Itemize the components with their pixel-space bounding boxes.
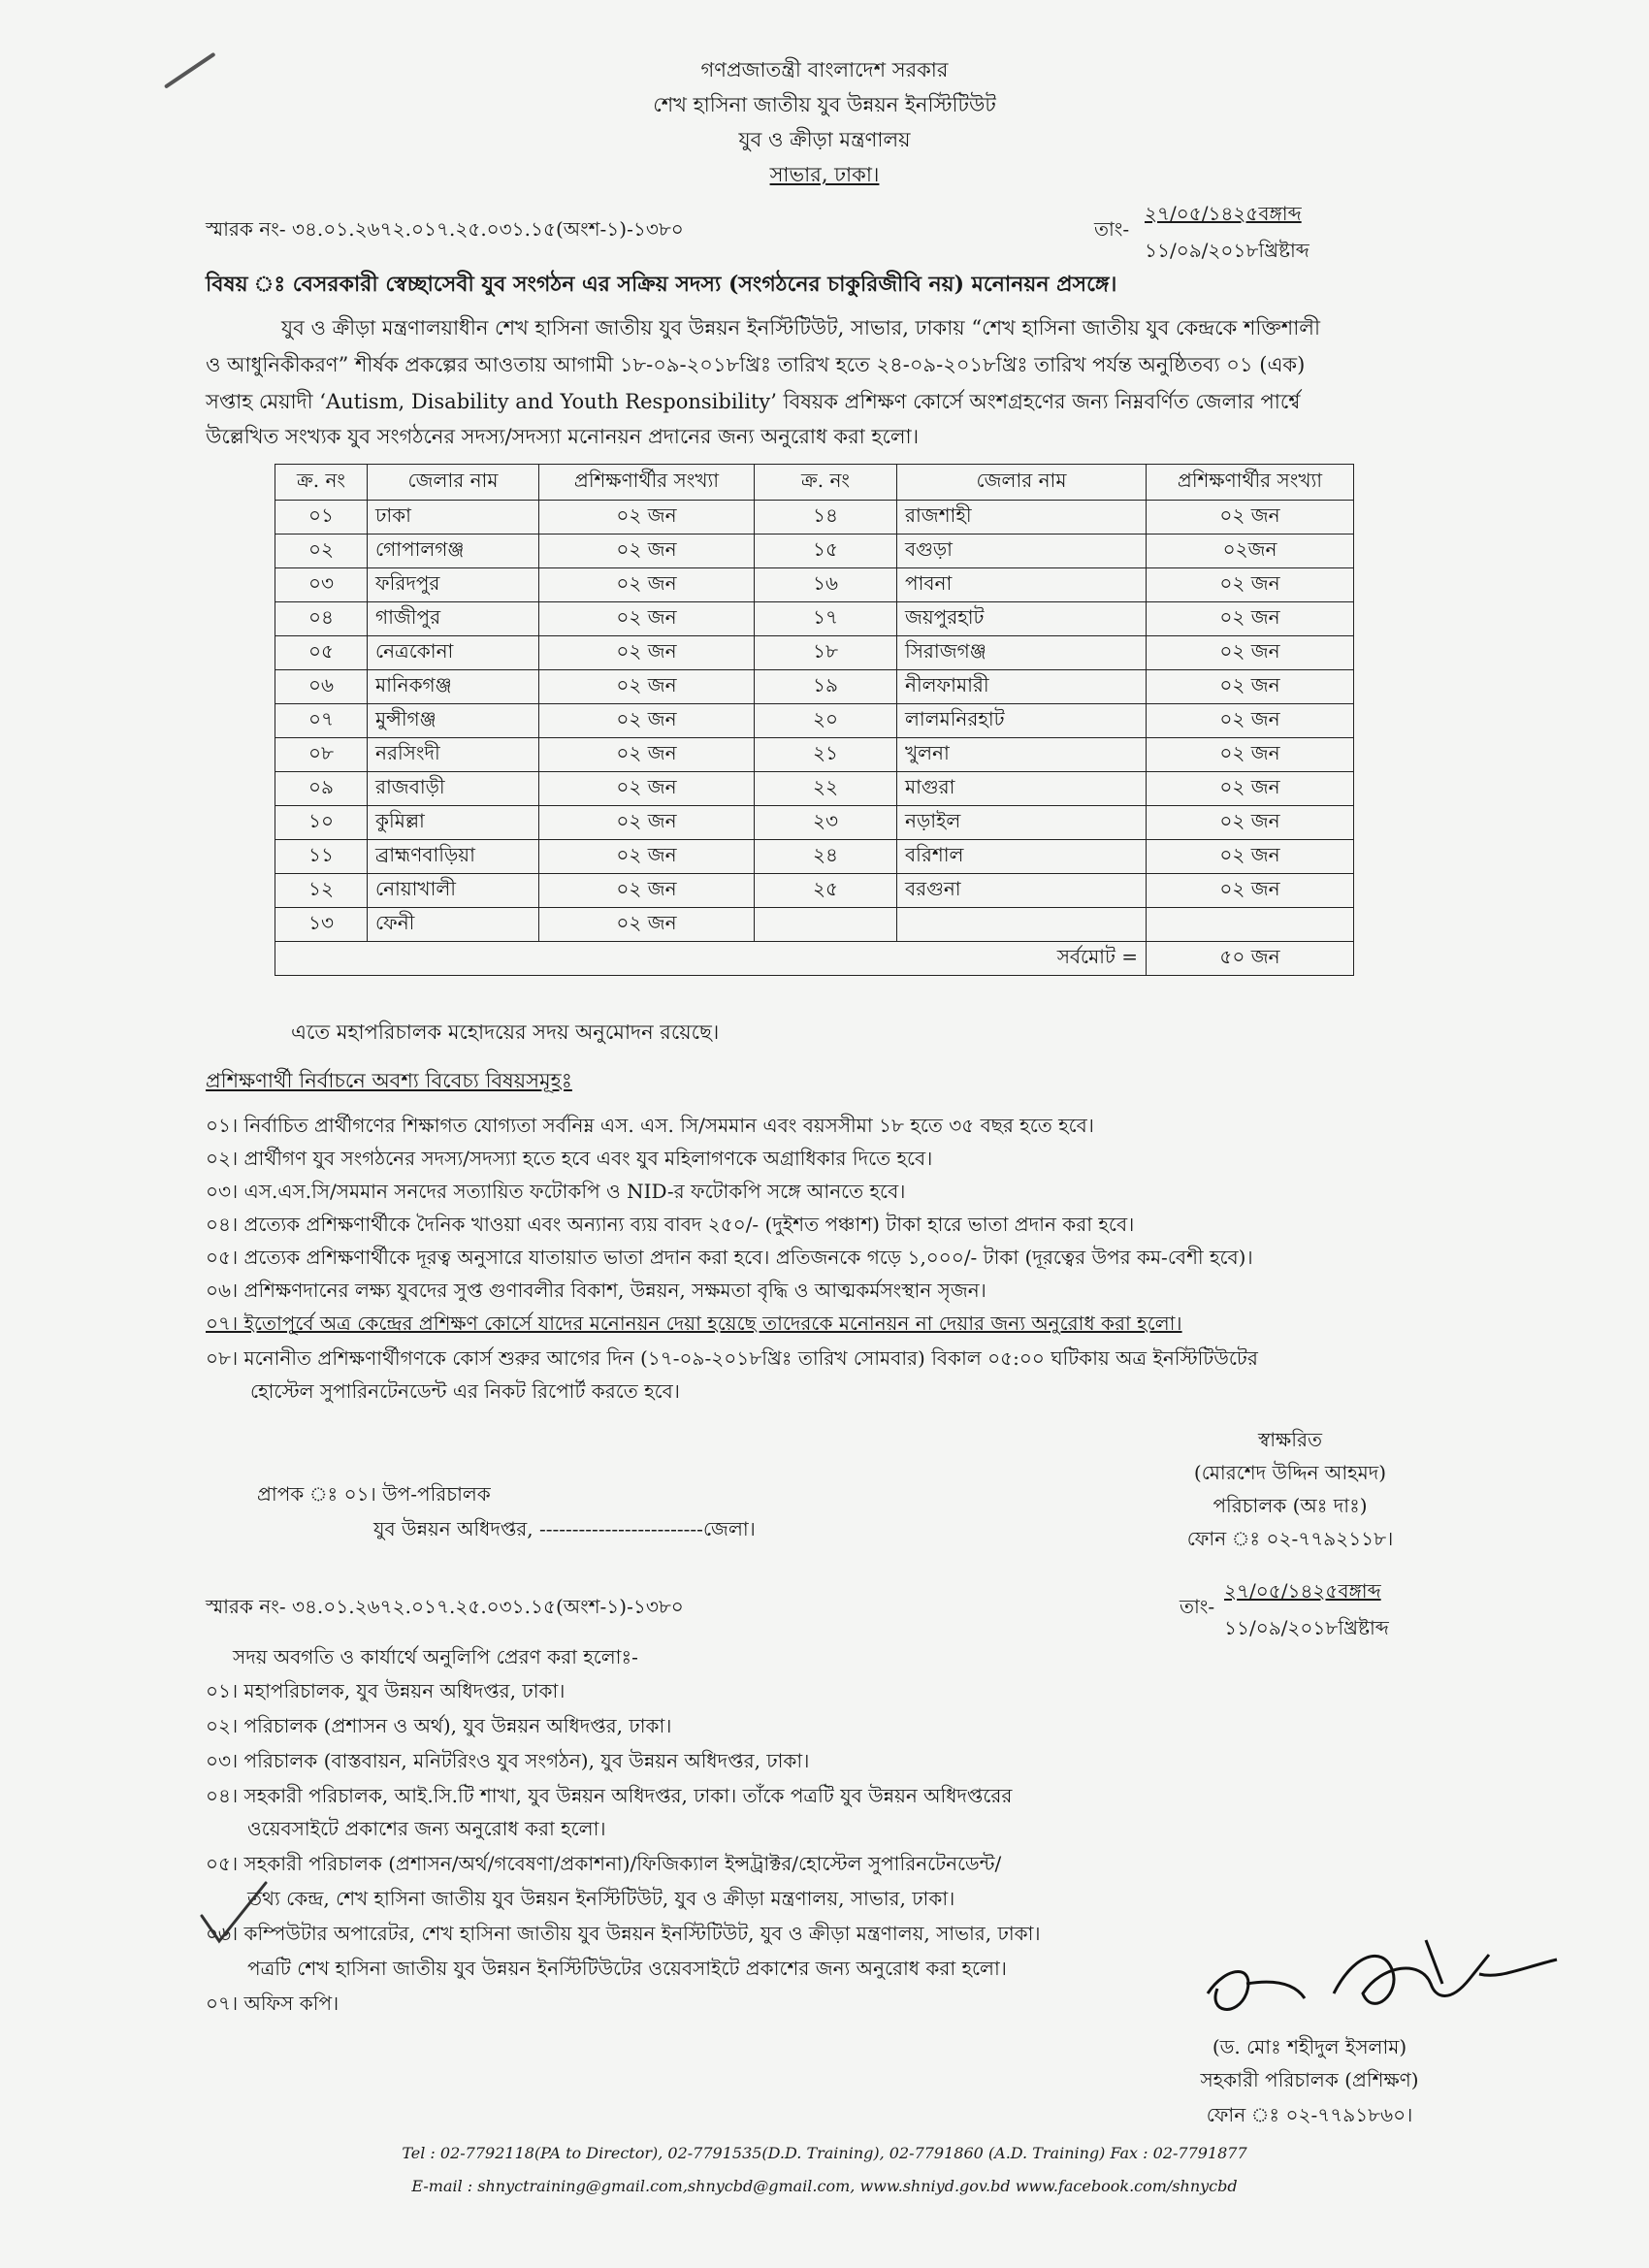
table-row <box>275 908 1354 942</box>
table-row <box>275 806 1354 840</box>
col-district: জেলার নাম <box>368 465 539 501</box>
memo-date-gregorian: ১১/০৯/২০১৮খ্রিষ্টাব্দ <box>1145 239 1310 262</box>
header-institute: শেখ হাসিনা জাতীয় যুব উন্নয়ন ইনস্টিটিউট <box>653 93 996 116</box>
cell-trainees: ০২ জন <box>539 602 755 636</box>
cell-serial: ১৭ <box>755 602 897 636</box>
cell-district: রাজশাহী <box>897 501 1147 535</box>
cell-trainees: ০২ জন <box>1147 602 1354 636</box>
table-row <box>275 501 1354 535</box>
cell-trainees: ০২ জন <box>1147 501 1354 535</box>
cell-trainees: ০২ জন <box>539 738 755 772</box>
table-header-row <box>275 465 1354 501</box>
cell-district: খুলনা <box>897 738 1147 772</box>
cell-trainees: ০২ জন <box>539 636 755 670</box>
cell-trainees: ০২ জন <box>1147 772 1354 806</box>
total-label: সর্বমোট = <box>275 942 1147 976</box>
cell-district: পাবনা <box>897 568 1147 602</box>
cell-serial: ০৮ <box>275 738 368 772</box>
memo-date-bangla-2: ২৭/০৫/১৪২৫বঙ্গাব্দ <box>1224 1579 1381 1603</box>
cell-district: নোয়াখালী <box>368 874 539 908</box>
cell-district: ফেনী <box>368 908 539 942</box>
cell-serial: ০৯ <box>275 772 368 806</box>
cell-trainees: ০২ জন <box>539 840 755 874</box>
cell-serial: ১২ <box>275 874 368 908</box>
cell-serial: ২৪ <box>755 840 897 874</box>
signatory2-designation: সহকারী পরিচালক (প্রশিক্ষণ) <box>1200 2068 1419 2091</box>
condition-item: ০২। প্রার্থীগণ যুব সংগঠনের সদস্য/সদস্যা হতে হবে এবং যুব মহিলাগণকে অগ্রাধিকার দিতে হবে। <box>206 1147 933 1170</box>
body-line-3: সপ্তাহ মেয়াদী ‘Autism, Disability and Youth Responsibility’ বিষয়ক প্রশিক্ষণ কোর্সে অংশগ্রহণের জন্য নিম্নবর্ণিত জেলার পার্শ্বে <box>206 390 1301 413</box>
condition-item: ০৭। ইতোপূর্বে অত্র কেন্দ্রের প্রশিক্ষণ কোর্সে যাদের মনোনয়ন দেয়া হয়েছে তাদেরকে মনোনয়ন না দেয়ার জন্য অনুরোধ করা হলো। <box>206 1312 1182 1335</box>
cell-serial: ১৫ <box>755 535 897 568</box>
copy-item: ০২। পরিচালক (প্রশাসন ও অর্থ), যুব উন্নয়ন অধিদপ্তর, ঢাকা। <box>206 1714 672 1737</box>
memo-date-prefix: তাং- <box>1094 217 1130 241</box>
cell-trainees: ০২ জন <box>1147 568 1354 602</box>
table-row <box>275 535 1354 568</box>
table-row <box>275 772 1354 806</box>
col-trainees: প্রশিক্ষণার্থীর সংখ্যা <box>539 465 755 501</box>
cell-trainees: ০২ জন <box>1147 704 1354 738</box>
cell-district: রাজবাড়ী <box>368 772 539 806</box>
signatory1-phone: ফোন ঃ ০২-৭৭৯২১১৮। <box>1186 1527 1394 1550</box>
cell-serial: ০৪ <box>275 602 368 636</box>
cell-serial: ০৬ <box>275 670 368 704</box>
cell-trainees: ০২ জন <box>539 670 755 704</box>
footer-tel: Tel : 02-7792118(PA to Director), 02-7791535(D.D. Training), 02-7791860 (A.D. Training) Fax : 02-7791877 <box>402 2144 1247 2162</box>
cell-trainees: ০২ জন <box>1147 874 1354 908</box>
condition-item: ০৩। এস.এস.সি/সমমান সনদের সত্যায়িত ফটোকপি ও NID-র ফটোকপি সঙ্গে আনতে হবে। <box>206 1180 906 1203</box>
cell-trainees: ০২ জন <box>1147 670 1354 704</box>
cell-district: বগুড়া <box>897 535 1147 568</box>
cell-serial: ১৬ <box>755 568 897 602</box>
signature-image <box>1188 1926 1576 2032</box>
table-row <box>275 704 1354 738</box>
condition-item: ০১। নির্বাচিত প্রার্থীগণের শিক্ষাগত যোগ্যতা সর্বনিম্ন এস. এস. সি/সমমান এবং বয়সসীমা ১৮ হতে ৩৫ বছর হতে হবে। <box>206 1114 1094 1137</box>
cell-serial: ২০ <box>755 704 897 738</box>
checkmark-icon <box>194 1877 272 1955</box>
memo-date-gregorian-2: ১১/০৯/২০১৮খ্রিষ্টাব্দ <box>1224 1616 1389 1639</box>
table-row <box>275 568 1354 602</box>
cell-district: মানিকগঞ্জ <box>368 670 539 704</box>
recipient-line-1: প্রাপক ঃ ০১। উপ-পরিচালক <box>257 1482 491 1506</box>
copy-item: পত্রটি শেখ হাসিনা জাতীয় যুব উন্নয়ন ইনস্টিটিউটের ওয়েবসাইটে প্রকাশের জন্য অনুরোধ করা হলো। <box>247 1957 1007 1980</box>
cell-serial: ২২ <box>755 772 897 806</box>
condition-item: ০৬। প্রশিক্ষণদানের লক্ষ্য যুবদের সুপ্ত গুণাবলীর বিকাশ, উন্নয়ন, সক্ষমতা বৃদ্ধি ও আত্মকর্মসংস্থান সৃজন। <box>206 1279 986 1302</box>
copy-item: তথ্য কেন্দ্র, শেখ হাসিনা জাতীয় যুব উন্নয়ন ইনস্টিটিউট, যুব ও ক্রীড়া মন্ত্রণালয়, সাভার, ঢাকা। <box>247 1887 955 1910</box>
conditions-title: প্রশিক্ষণার্থী নির্বাচনে অবশ্য বিবেচ্য বিষয়সমূহঃ <box>206 1069 572 1092</box>
cell-trainees: ০২ জন <box>539 908 755 942</box>
cell-serial: ২৫ <box>755 874 897 908</box>
cell-trainees: ০২ জন <box>539 535 755 568</box>
copy-item: ০৬। কম্পিউটার অপারেটর, শেখ হাসিনা জাতীয় যুব উন্নয়ন ইনস্টিটিউট, যুব ও ক্রীড়া মন্ত্রণালয়, সাভার, ঢাকা। <box>206 1922 1041 1945</box>
cell-district: নড়াইল <box>897 806 1147 840</box>
total-value: ৫০ জন <box>1147 942 1354 976</box>
copy-item: ওয়েবসাইটে প্রকাশের জন্য অনুরোধ করা হলো। <box>247 1817 606 1840</box>
approval-note: এতে মহাপরিচালক মহোদয়ের সদয় অনুমোদন রয়েছে। <box>291 1021 720 1044</box>
body-line-1: যুব ও ক্রীড়া মন্ত্রণালয়াধীন শেখ হাসিনা জাতীয় যুব উন্নয়ন ইনস্টিটিউট, সাভার, ঢাকায় “শেখ হাসিনা জাতীয় যুব কেন্দ্রকে শক্তিশালী <box>281 316 1320 340</box>
table-row <box>275 602 1354 636</box>
cell-district: মাগুরা <box>897 772 1147 806</box>
condition-item: ০৪। প্রত্যেক প্রশিক্ষণার্থীকে দৈনিক খাওয়া এবং অন্যান্য ব্যয় বাবদ ২৫০/- (দুইশত পঞ্চাশ) টাকা হারে ভাতা প্রদান করা হবে। <box>206 1213 1135 1236</box>
signatory2-name: (ড. মোঃ শহীদুল ইসলাম) <box>1212 2035 1407 2058</box>
copy-item: ০৩। পরিচালক (বাস্তবায়ন, মনিটরিংও যুব সংগঠন), যুব উন্নয়ন অধিদপ্তর, ঢাকা। <box>206 1749 810 1772</box>
cell-serial: ১৪ <box>755 501 897 535</box>
table-row <box>275 840 1354 874</box>
cell-district: ফরিদপুর <box>368 568 539 602</box>
cell-district: নীলফামারী <box>897 670 1147 704</box>
cell-serial: ০৩ <box>275 568 368 602</box>
memo-number: স্মারক নং- ৩৪.০১.২৬৭২.০১৭.২৫.০৩১.১৫(অংশ-১)-১৩৮০ <box>206 217 684 241</box>
cell-trainees: ০২ জন <box>1147 636 1354 670</box>
cell-serial: ২৩ <box>755 806 897 840</box>
cell-district: নরসিংদী <box>368 738 539 772</box>
district-table <box>275 464 1354 976</box>
table-total-row <box>275 942 1354 976</box>
cell-district: ঢাকা <box>368 501 539 535</box>
col-trainees: প্রশিক্ষণার্থীর সংখ্যা <box>1147 465 1354 501</box>
cell-serial: ০৫ <box>275 636 368 670</box>
cell-trainees: ০২ জন <box>1147 806 1354 840</box>
subject-line: বিষয় ঃ বেসরকারী স্বেচ্ছাসেবী যুব সংগঠন এর সক্রিয় সদস্য (সংগঠনের চাকুরিজীবি নয়) মনোনয়ন প্রসঙ্গে। <box>206 272 1117 297</box>
memo-date-prefix-2: তাং- <box>1180 1595 1215 1618</box>
cell-district: বরগুনা <box>897 874 1147 908</box>
col-district: জেলার নাম <box>897 465 1147 501</box>
cell-trainees: ০২জন <box>1147 535 1354 568</box>
condition-item: ০৮। মনোনীত প্রশিক্ষণার্থীগণকে কোর্স শুরুর আগের দিন (১৭-০৯-২০১৮খ্রিঃ তারিখ সোমবার) বিকাল ০৫:০০ ঘটিকায় অত্র ইনস্টিটিউটের <box>206 1346 1258 1370</box>
cell-serial: ১১ <box>275 840 368 874</box>
copy-item: ০৭। অফিস কপি। <box>206 1992 340 2015</box>
cell-trainees: ০২ জন <box>539 874 755 908</box>
cell-serial: ১৯ <box>755 670 897 704</box>
cell-district <box>897 908 1147 942</box>
cell-trainees: ০২ জন <box>1147 840 1354 874</box>
cell-district: গাজীপুর <box>368 602 539 636</box>
cell-serial: ১৩ <box>275 908 368 942</box>
cell-district: বরিশাল <box>897 840 1147 874</box>
cell-trainees <box>1147 908 1354 942</box>
body-line-4: উল্লেখিত সংখ্যক যুব সংগঠনের সদস্য/সদস্যা মনোনয়ন প্রদানের জন্য অনুরোধ করা হলো। <box>206 425 920 448</box>
cell-district: সিরাজগঞ্জ <box>897 636 1147 670</box>
cell-district: লালমনিরহাট <box>897 704 1147 738</box>
header-ministry: যুব ও ক্রীড়া মন্ত্রণালয় <box>738 128 911 151</box>
cell-trainees: ০২ জন <box>539 704 755 738</box>
signatory2-phone: ফোন ঃ ০২-৭৭৯১৮৬০। <box>1206 2103 1413 2126</box>
signatory1-designation: পরিচালক (অঃ দাঃ) <box>1212 1494 1368 1517</box>
table-row <box>275 670 1354 704</box>
cell-district: নেত্রকোনা <box>368 636 539 670</box>
col-serial: ক্র. নং <box>755 465 897 501</box>
condition-item: হোস্টেল সুপারিনটেনডেন্ট এর নিকট রিপোর্ট করতে হবে। <box>250 1379 680 1403</box>
cell-serial: ০২ <box>275 535 368 568</box>
cell-district: জয়পুরহাট <box>897 602 1147 636</box>
condition-item: ০৫। প্রত্যেক প্রশিক্ষণার্থীকে দূরত্ব অনুসারে যাতায়াত ভাতা প্রদান করা হবে। প্রতিজনকে গড়ে ১,০০০/- টাকা (দূরত্বের উপর কম-বেশী হবে)। <box>206 1246 1253 1269</box>
cell-trainees: ০২ জন <box>1147 738 1354 772</box>
cell-serial: ১০ <box>275 806 368 840</box>
header-location: সাভার, ঢাকা। <box>769 163 880 186</box>
memo-date-bangla: ২৭/০৫/১৪২৫বঙ্গাব্দ <box>1145 202 1302 225</box>
cell-district: ব্রাহ্মণবাড়িয়া <box>368 840 539 874</box>
cell-trainees: ০২ জন <box>539 568 755 602</box>
footer-email: E-mail : shnyctraining@gmail.com,shnycbd@gmail.com, www.shniyd.gov.bd www.facebook.com/shnycbd <box>411 2177 1238 2195</box>
cell-trainees: ০২ জন <box>539 501 755 535</box>
cell-serial <box>755 908 897 942</box>
table-row <box>275 738 1354 772</box>
signatory1-signed: স্বাক্ষরিত <box>1258 1428 1322 1451</box>
cell-trainees: ০২ জন <box>539 772 755 806</box>
cell-serial: ০১ <box>275 501 368 535</box>
table-row <box>275 874 1354 908</box>
cell-serial: ১৮ <box>755 636 897 670</box>
col-serial: ক্র. নং <box>275 465 368 501</box>
body-line-2: ও আধুনিকীকরণ” শীর্ষক প্রকল্পের আওতায় আগামী ১৮-০৯-২০১৮খ্রিঃ তারিখ হতে ২৪-০৯-২০১৮খ্রিঃ তারিখ পর্যন্ত অনুষ্ঠিতব্য ০১ (এক) <box>206 353 1306 376</box>
copy-item: ০৫। সহকারী পরিচালক (প্রশাসন/অর্থ/গবেষণা/প্রকাশনা)/ফিজিক্যাল ইন্সট্রাক্টর/হোস্টেল সুপারিনটেনডেন্ট/ <box>206 1852 1002 1875</box>
memo-number-2: স্মারক নং- ৩৪.০১.২৬৭২.০১৭.২৫.০৩১.১৫(অংশ-১)-১৩৮০ <box>206 1595 684 1618</box>
cell-district: গোপালগঞ্জ <box>368 535 539 568</box>
recipient-line-2: যুব উন্নয়ন অধিদপ্তর, -------------------------জেলা। <box>373 1517 756 1540</box>
copy-item: ০৪। সহকারী পরিচালক, আই.সি.টি শাখা, যুব উন্নয়ন অধিদপ্তর, ঢাকা। তাঁকে পত্রটি যুব উন্নয়ন অধিদপ্তরের <box>206 1784 1013 1807</box>
signatory1-name: (মোরশেদ উদ্দিন আহমদ) <box>1193 1461 1387 1484</box>
copy-intro: সদয় অবগতি ও কার্যার্থে অনুলিপি প্রেরণ করা হলোঃ- <box>233 1645 638 1669</box>
header-govt: গণপ্রজাতন্ত্রী বাংলাদেশ সরকার <box>700 58 949 81</box>
cell-trainees: ০২ জন <box>539 806 755 840</box>
cell-serial: ০৭ <box>275 704 368 738</box>
copy-item: ০১। মহাপরিচালক, যুব উন্নয়ন অধিদপ্তর, ঢাকা। <box>206 1679 566 1702</box>
cell-district: মুন্সীগঞ্জ <box>368 704 539 738</box>
table-row <box>275 636 1354 670</box>
cell-district: কুমিল্লা <box>368 806 539 840</box>
cell-serial: ২১ <box>755 738 897 772</box>
